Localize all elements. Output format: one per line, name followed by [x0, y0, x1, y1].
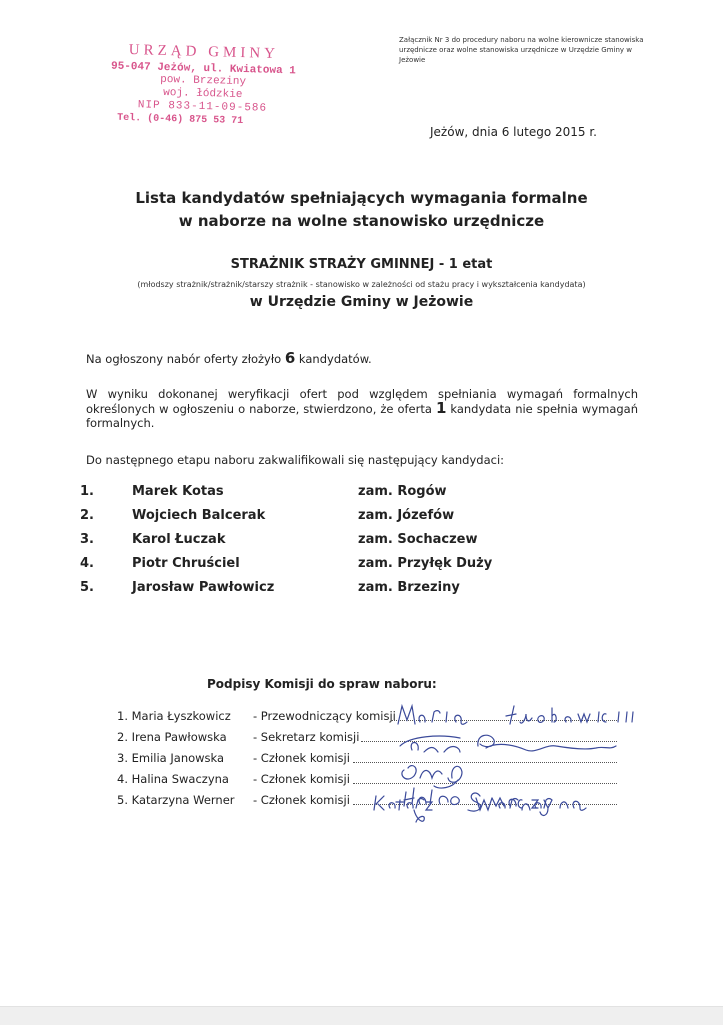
- candidate-address: zam. Przyłęk Duży: [358, 556, 493, 571]
- stamp-line-3: pow. Brzeziny: [160, 73, 247, 89]
- candidate-number: 5.: [80, 580, 94, 595]
- paragraph-qualified: Do następnego etapu naboru zakwalifikowali się następujący kandydaci:: [86, 453, 505, 467]
- member-role: - Przewodniczący komisji: [253, 709, 396, 723]
- signature-line: [353, 762, 617, 763]
- candidate-address: zam. Rogów: [358, 484, 447, 499]
- paragraph-verification-before: W wyniku dokonanej weryfikacji ofert pod względem spełniania wymagań formalnych określonych w ogłoszeniu o naborze, stwierdzono, że oferta: [86, 387, 638, 416]
- position-name: STRAŻNIK STRAŻY GMINNEJ: [230, 257, 435, 272]
- position-note: (młodszy strażnik/strażnik/starszy strażnik - stanowisko w zależności od stażu pracy i wykształcenia kandydata): [137, 280, 586, 289]
- member-role: - Członek komisji: [253, 751, 350, 765]
- candidate-name: Piotr Chruściel: [132, 556, 240, 571]
- list-item: [80, 532, 530, 556]
- candidate-number: 3.: [80, 532, 94, 547]
- candidate-address: zam. Sochaczew: [358, 532, 478, 547]
- title-line-2: w naborze na wolne stanowisko urzędnicze: [178, 212, 545, 230]
- candidate-name: Wojciech Balcerak: [132, 508, 266, 523]
- office-name: w Urzędzie Gminy w Jeżowie: [249, 294, 474, 310]
- list-item: [80, 580, 530, 604]
- signatures-title: Podpisy Komisji do spraw naboru:: [207, 677, 437, 691]
- member-role: - Członek komisji: [253, 793, 350, 807]
- candidate-number: 2.: [80, 508, 94, 523]
- signature-line: [353, 804, 617, 805]
- candidate-list: [80, 484, 530, 604]
- member-name: 1. Maria Łyszkowicz: [117, 709, 231, 723]
- candidate-address: zam. Józefów: [358, 508, 455, 523]
- list-item: [117, 709, 617, 730]
- scan-bottom-edge: [0, 1006, 723, 1025]
- paragraph-verification: [86, 387, 638, 430]
- stamp-line-6: Tel. (0-46) 875 53 71: [116, 112, 244, 128]
- list-item: [117, 793, 617, 814]
- list-item: [80, 508, 530, 532]
- stamp-line-4: woj. łódzkie: [163, 86, 243, 102]
- candidate-name: Karol Łuczak: [132, 532, 226, 547]
- list-item: [80, 484, 530, 508]
- offers-count: 6: [284, 349, 296, 367]
- list-item: [117, 730, 617, 751]
- paragraph-offers-after: kandydatów.: [298, 352, 372, 366]
- candidate-number: 4.: [80, 556, 94, 571]
- document-date: Jeżów, dnia 6 lutego 2015 r.: [430, 125, 597, 139]
- signature-line: [353, 783, 617, 784]
- title-line-1: Lista kandydatów spełniających wymagania formalne: [135, 189, 588, 207]
- member-name: 3. Emilia Janowska: [117, 751, 225, 765]
- stamp-line-1: URZĄD GMINY: [128, 42, 280, 62]
- member-name: 2. Irena Pawłowska: [117, 730, 227, 744]
- position-suffix: - 1 etat: [438, 257, 493, 272]
- member-name: 5. Katarzyna Werner: [117, 793, 235, 807]
- paragraph-offers: [86, 351, 638, 366]
- member-name: 4. Halina Swaczyna: [117, 772, 229, 786]
- member-role: - Sekretarz komisji: [253, 730, 360, 744]
- stamp-line-2: 95-047 Jeżów, ul. Kwiatowa 1: [110, 60, 296, 78]
- attachment-note: Załącznik Nr 3 do procedury naboru na wolne kierownicze stanowiska urzędnicze oraz wolne stanowiska urzędnicze w Urzędzie Gminy w Jeżowie: [399, 36, 644, 64]
- signature-line: [391, 720, 617, 721]
- member-role: - Członek komisji: [253, 772, 350, 786]
- candidate-address: zam. Brzeziny: [358, 580, 460, 595]
- candidate-number: 1.: [80, 484, 94, 499]
- candidate-name: Jarosław Pawłowicz: [132, 580, 275, 595]
- paragraph-verification-after: kandydata nie spełnia wymagań formalnych.: [86, 402, 639, 430]
- paragraph-offers-before: Na ogłoszony nabór oferty złożyło: [86, 352, 282, 366]
- list-item: [80, 556, 530, 580]
- list-item: [117, 751, 617, 772]
- candidate-name: Marek Kotas: [132, 484, 224, 499]
- rejected-count: 1: [435, 399, 447, 417]
- list-item: [117, 772, 617, 793]
- stamp-line-5: NIP 833-11-09-586: [137, 99, 268, 115]
- office-stamp: [97, 41, 309, 130]
- position-title: [0, 257, 723, 272]
- signature-line: [361, 741, 617, 742]
- committee-list: [117, 709, 617, 814]
